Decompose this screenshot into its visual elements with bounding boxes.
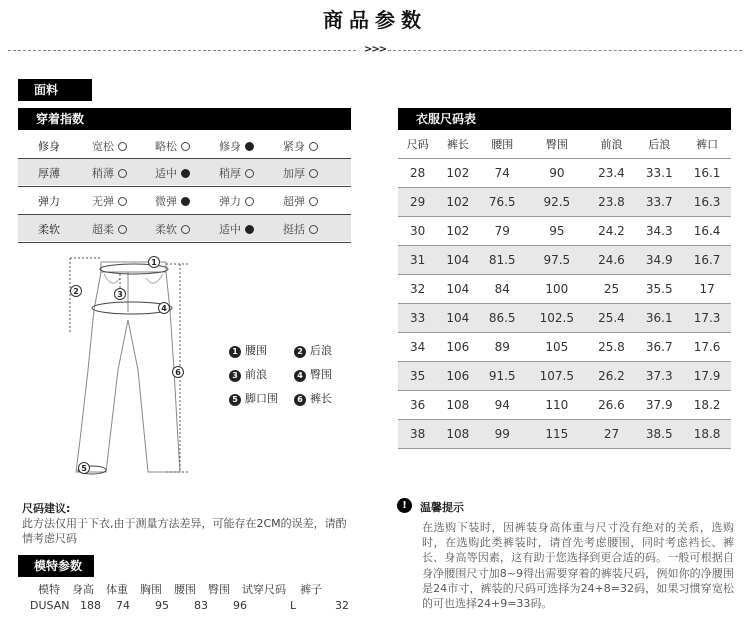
- wear-option-label: 适中: [155, 167, 177, 180]
- table-row: [398, 303, 731, 332]
- model-param-header: 身高: [72, 583, 94, 596]
- size-chart-cell: 105: [526, 332, 587, 361]
- model-param-value: 74: [116, 599, 130, 612]
- model-params-header: [0, 581, 370, 597]
- wear-index-header: 穿着指数: [18, 108, 351, 130]
- radio-checked-icon: [245, 225, 254, 234]
- size-advice-title: 尺码建议:: [22, 502, 71, 515]
- size-chart-cell: 106: [437, 361, 478, 390]
- size-chart-cell: 33.7: [635, 187, 683, 216]
- exclamation-icon: !: [397, 498, 412, 513]
- size-chart-cell: 36.7: [635, 332, 683, 361]
- wear-option-label: 稍薄: [92, 167, 114, 180]
- size-chart-cell: 99: [478, 419, 526, 448]
- size-chart-cell: 115: [526, 419, 587, 448]
- legend-label: 裤长: [310, 392, 332, 405]
- marker-number: 6: [175, 368, 181, 377]
- size-chart-header-row: [398, 130, 731, 158]
- marker-3-icon: [115, 289, 126, 300]
- size-chart-col-header: 裤长: [446, 137, 469, 151]
- wear-row-divider: [18, 214, 351, 215]
- wear-option: [155, 193, 190, 209]
- size-chart-cell: 38: [398, 419, 437, 448]
- size-chart-cell: 107.5: [526, 361, 587, 390]
- legend-item: [294, 366, 332, 382]
- size-chart-cell: 104: [437, 245, 478, 274]
- legend-label: 前浪: [245, 368, 267, 381]
- size-chart-cell: 104: [437, 303, 478, 332]
- table-row: [398, 390, 731, 419]
- wear-option-label: 稍厚: [219, 167, 241, 180]
- marker-6-icon: [173, 367, 184, 378]
- size-chart-cell: 16.3: [683, 187, 731, 216]
- size-chart-cell: 24.2: [588, 216, 636, 245]
- marker-number: 1: [151, 258, 157, 267]
- size-chart-cell: 17.3: [683, 303, 731, 332]
- wear-option-label: 修身: [219, 140, 241, 153]
- size-chart-cell: 16.1: [683, 158, 731, 187]
- model-param-value: L: [290, 599, 297, 612]
- table-row: [398, 245, 731, 274]
- model-param-value: DUSAN: [30, 599, 70, 612]
- size-advice-text: 此方法仅用于下衣,由于测量方法差异，可能存在2CM的误差，请酌情考虑尺码: [22, 517, 347, 545]
- size-chart-cell: 17.9: [683, 361, 731, 390]
- marker-4-icon: [159, 303, 170, 314]
- marker-number: 5: [81, 464, 87, 473]
- size-chart-cell: 76.5: [478, 187, 526, 216]
- size-chart-cell: 106: [437, 332, 478, 361]
- wear-row-label: 柔软: [38, 223, 60, 236]
- size-chart-cell: 25.8: [588, 332, 636, 361]
- wear-option-label: 适中: [219, 223, 241, 236]
- wear-option-label: 紧身: [283, 140, 305, 153]
- wear-option-label: 略松: [155, 140, 177, 153]
- page-title: 商品参数: [323, 8, 427, 32]
- wear-row: [18, 187, 351, 213]
- wear-option-label: 挺括: [283, 223, 305, 236]
- table-row: [398, 216, 731, 245]
- wear-row-label: 弹力: [38, 195, 60, 208]
- size-chart-cell: 17: [683, 274, 731, 303]
- fabric-tab: 面料: [18, 79, 92, 101]
- wear-row-divider: [18, 186, 351, 187]
- size-chart-cell: 23.8: [588, 187, 636, 216]
- divider-left: [8, 50, 356, 51]
- size-chart-col-header: 腰围: [491, 137, 514, 151]
- wear-option-label: 无弹: [92, 195, 114, 208]
- size-chart-cell: 104: [437, 274, 478, 303]
- radio-checked-icon: [181, 197, 190, 206]
- legend-label: 后浪: [310, 344, 332, 357]
- table-row: [398, 361, 731, 390]
- legend-item: [294, 342, 332, 358]
- table-row: [398, 274, 731, 303]
- radio-checked-icon: [245, 142, 254, 151]
- model-param-value: 96: [233, 599, 247, 612]
- size-chart-cell: 37.3: [635, 361, 683, 390]
- size-chart-cell: 91.5: [478, 361, 526, 390]
- size-chart-col-header: 后浪: [648, 137, 671, 151]
- size-chart-cell: 94: [478, 390, 526, 419]
- size-chart-col-header: 裤口: [696, 137, 719, 151]
- wear-row: [18, 132, 351, 158]
- size-chart-cell: 26.6: [588, 390, 636, 419]
- model-param-header: 试穿尺码: [242, 583, 286, 596]
- size-chart-cell: 95: [526, 216, 587, 245]
- marker-number: 2: [73, 287, 79, 296]
- size-chart-cell: 28: [398, 158, 437, 187]
- size-chart-cell: 27: [588, 419, 636, 448]
- size-chart-cell: 35: [398, 361, 437, 390]
- table-row: [398, 187, 731, 216]
- model-param-header: 臀围: [208, 583, 230, 596]
- legend-number-icon: 5: [229, 394, 241, 406]
- size-chart-cell: 108: [437, 419, 478, 448]
- size-chart-cell: 25.4: [588, 303, 636, 332]
- wear-option: [92, 193, 127, 209]
- size-chart-cell: 23.4: [588, 158, 636, 187]
- radio-unchecked-icon: [309, 142, 318, 151]
- table-row: [398, 419, 731, 448]
- model-param-header: 裤子: [300, 583, 322, 596]
- wear-option: [219, 193, 254, 209]
- size-chart-cell: 38.5: [635, 419, 683, 448]
- wear-option: [283, 221, 318, 237]
- wear-option-label: 超弹: [283, 195, 305, 208]
- model-param-header: 体重: [106, 583, 128, 596]
- marker-1-icon: [149, 257, 160, 268]
- wear-option-label: 弹力: [219, 195, 241, 208]
- legend-label: 脚口围: [245, 392, 278, 405]
- marker-2-icon: [71, 286, 82, 297]
- radio-unchecked-icon: [245, 169, 254, 178]
- size-chart-cell: 37.9: [635, 390, 683, 419]
- size-chart-cell: 18.2: [683, 390, 731, 419]
- size-chart-cell: 34.3: [635, 216, 683, 245]
- marker-number: 3: [117, 290, 123, 299]
- wear-option-label: 宽松: [92, 140, 114, 153]
- model-param-header: 腰围: [174, 583, 196, 596]
- size-chart-cell: 29: [398, 187, 437, 216]
- wear-option: [92, 138, 127, 154]
- size-chart-cell: 36.1: [635, 303, 683, 332]
- size-chart-cell: 100: [526, 274, 587, 303]
- legend-item: [294, 390, 332, 406]
- arrows-glyph: >>>: [364, 44, 387, 55]
- size-chart-cell: 102: [437, 216, 478, 245]
- model-param-value: 95: [155, 599, 169, 612]
- wear-option-label: 柔软: [155, 223, 177, 236]
- warm-tips-title: 温馨提示: [420, 501, 464, 514]
- size-chart-cell: 33.1: [635, 158, 683, 187]
- size-chart-cell: 30: [398, 216, 437, 245]
- model-param-header: 胸围: [140, 583, 162, 596]
- legend-label: 腰围: [245, 344, 267, 357]
- marker-5-icon: [79, 463, 90, 474]
- wear-option: [155, 165, 190, 181]
- size-chart-cell: 34.9: [635, 245, 683, 274]
- model-params-tab: 模特参数: [18, 555, 94, 577]
- radio-unchecked-icon: [181, 142, 190, 151]
- radio-unchecked-icon: [118, 197, 127, 206]
- wear-option-label: 超柔: [92, 223, 114, 236]
- size-chart-cell: 81.5: [478, 245, 526, 274]
- radio-unchecked-icon: [309, 197, 318, 206]
- model-param-value: 32: [335, 599, 349, 612]
- size-chart-cell: 34: [398, 332, 437, 361]
- size-chart-cell: 74: [478, 158, 526, 187]
- size-chart-cell: 26.2: [588, 361, 636, 390]
- legend-item: [229, 342, 267, 358]
- wear-row-label: 厚薄: [38, 167, 60, 180]
- radio-unchecked-icon: [245, 197, 254, 206]
- legend-item: [229, 390, 278, 406]
- divider-right: [388, 50, 742, 51]
- wear-option: [219, 221, 254, 237]
- legend-number-icon: 6: [294, 394, 306, 406]
- wear-option-label: 加厚: [283, 167, 305, 180]
- wear-row: [18, 159, 351, 185]
- radio-checked-icon: [181, 169, 190, 178]
- model-param-value: 83: [194, 599, 208, 612]
- wear-option: [219, 138, 254, 154]
- radio-unchecked-icon: [118, 225, 127, 234]
- table-row: [398, 332, 731, 361]
- warm-tips-text: 在选购下装时，因裤装身高体重与尺寸没有绝对的关系，选购时，在选购此类裤装时，请首先考虑腰围，同时考虑裆长、裤长、身高等因素，这有助于您选择到更合适的码。一般可根据自身净腰围尺寸加8~9得出需要穿着的裤装尺码，例如你的净腰围是24市寸，裤装的尺码可选择为24+8=32码，如果习惯穿宽松的可也选择24+9=33码。: [422, 521, 734, 611]
- model-params-values: [0, 599, 370, 615]
- model-param-header: 模特: [38, 583, 60, 596]
- size-chart-cell: 25: [588, 274, 636, 303]
- wear-option: [155, 138, 190, 154]
- size-chart-cell: 108: [437, 390, 478, 419]
- size-chart-cell: 97.5: [526, 245, 587, 274]
- wear-option: [283, 138, 318, 154]
- size-chart-cell: 35.5: [635, 274, 683, 303]
- size-chart-cell: 16.4: [683, 216, 731, 245]
- radio-unchecked-icon: [309, 169, 318, 178]
- size-chart-table: [398, 130, 731, 449]
- size-chart-col-header: 臀围: [545, 137, 568, 151]
- legend-number-icon: 4: [294, 370, 306, 382]
- size-chart-cell: 16.7: [683, 245, 731, 274]
- size-chart-header: 衣服尺码表: [398, 108, 731, 130]
- radio-unchecked-icon: [118, 142, 127, 151]
- size-chart-cell: 90: [526, 158, 587, 187]
- size-chart-cell: 31: [398, 245, 437, 274]
- wear-row: [18, 215, 351, 241]
- size-chart-cell: 79: [478, 216, 526, 245]
- legend-number-icon: 1: [229, 346, 241, 358]
- wear-option: [283, 165, 318, 181]
- radio-unchecked-icon: [118, 169, 127, 178]
- wear-option: [219, 165, 254, 181]
- wear-option: [155, 221, 190, 237]
- size-chart-cell: 84: [478, 274, 526, 303]
- wear-option: [92, 221, 127, 237]
- size-chart-cell: 86.5: [478, 303, 526, 332]
- size-chart-col-header: 前浪: [600, 137, 623, 151]
- legend-number-icon: 3: [229, 370, 241, 382]
- legend-item: [229, 366, 267, 382]
- wear-option-label: 微弹: [155, 195, 177, 208]
- size-chart-cell: 18.8: [683, 419, 731, 448]
- size-chart-cell: 102.5: [526, 303, 587, 332]
- table-row: [398, 158, 731, 187]
- legend-number-icon: 2: [294, 346, 306, 358]
- size-chart-cell: 32: [398, 274, 437, 303]
- size-chart-cell: 17.6: [683, 332, 731, 361]
- legend-label: 臀围: [310, 368, 332, 381]
- size-chart-col-header: 尺码: [406, 137, 429, 151]
- radio-unchecked-icon: [309, 225, 318, 234]
- wear-row-label: 修身: [38, 140, 60, 153]
- size-chart-cell: 102: [437, 158, 478, 187]
- size-chart-cell: 102: [437, 187, 478, 216]
- wear-row-divider: [18, 242, 351, 243]
- size-chart-cell: 92.5: [526, 187, 587, 216]
- size-chart-cell: 110: [526, 390, 587, 419]
- size-chart-cell: 89: [478, 332, 526, 361]
- size-chart-cell: 36: [398, 390, 437, 419]
- wear-option: [92, 165, 127, 181]
- model-param-value: 188: [80, 599, 101, 612]
- size-chart-cell: 33: [398, 303, 437, 332]
- wear-option: [283, 193, 318, 209]
- radio-unchecked-icon: [181, 225, 190, 234]
- wear-row-divider: [18, 158, 351, 159]
- size-chart-cell: 24.6: [588, 245, 636, 274]
- marker-number: 4: [161, 304, 167, 313]
- pants-diagram: [66, 250, 194, 486]
